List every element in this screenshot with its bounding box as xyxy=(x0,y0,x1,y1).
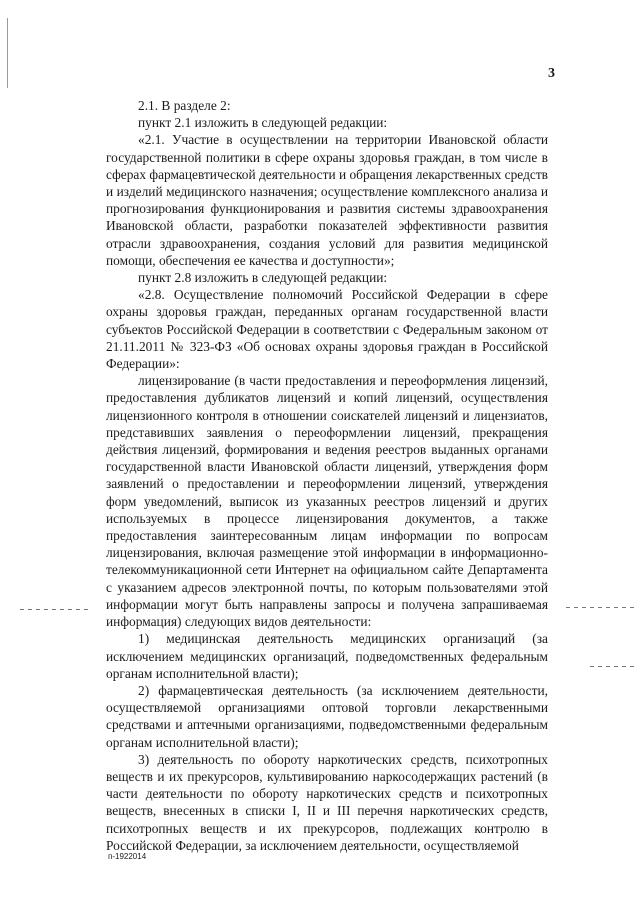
list-item: 1) медицинская деятельность медицинских организаций (за исключением медицинских организаций, подведомственных федеральным органам исполнительной власти); xyxy=(106,631,548,681)
scan-dash-right-2 xyxy=(590,666,636,667)
list-item: 3) деятельность по обороту наркотических средств, психотропных веществ и их прекурсоров, культивированию наркосодержащих растений (в части деятельности по обороту наркотических средств и психотропных веществ, внесенных в списки I, II и III перечня наркотических средств, психотропных веществ и их прекурсоров, подлежащих контролю в Российской Федерации, за исключением деятельности, осуществляемой xyxy=(106,751,548,853)
paragraph: «2.8. Осуществление полномочий Российской Федерации в сфере охраны здоровья граждан, переданных органам государственной власти субъектов Российской Федерации в соответствии с Федеральным законом от 21.11.2011 № 323-ФЗ «Об основах охраны здоровья граждан в Российской Федерации»: xyxy=(106,287,548,372)
list-item: 2) фармацевтическая деятельность (за исключением деятельности, осуществляемой организациями оптовой торговли лекарственными средствами и аптечными организациями, подведомственными федеральным органам исполнительной власти); xyxy=(106,682,548,750)
scan-dash-left xyxy=(20,609,90,610)
section-heading: 2.1. В разделе 2: xyxy=(138,98,231,113)
paragraph: «2.1. Участие в осуществлении на территории Ивановской области государственной политики в сфере охраны здоровья граждан, в том числе в сферах фармацевтической деятельности и обращения лекарственных средств и изделий медицинского назначения; осуществление комплексного анализа и прогнозирования функционирования и развития системы здравоохранения Ивановской области, разработки показателей эффективности развития отрасли здравоохранения, создания условий для развития медицинской помощи, обеспечения ее качества и доступности»; xyxy=(106,132,548,268)
scan-dash-right-1 xyxy=(566,607,636,608)
footer-code: п-1922014 xyxy=(108,852,147,861)
page-number: 3 xyxy=(548,66,555,81)
document-body xyxy=(106,97,548,854)
paragraph: пункт 2.1 изложить в следующей редакции: xyxy=(138,115,388,131)
paragraph: пункт 2.8 изложить в следующей редакции: xyxy=(138,270,388,286)
paragraph: лицензирование (в части предоставления и переоформления лицензий, предоставления дубликатов лицензий и копий лицензий, осуществления лицензионного контроля в отношении соискателей лицензий и лицензиатов, представивших заявления о переоформлении лицензий, прекращения действия лицензий, формирования и ведения реестров выданных органами государственной власти Ивановской области лицензий, утверждения форм заявлений о предоставлении и переоформлении лицензий, утверждения форм уведомлений, выписок из указанных реестров лицензий и других используемых в процессе лицензирования документов, а также предоставления заинтересованным лицам информации по вопросам лицензирования, включая размещение этой информации в информационно-телекоммуникационной сети Интернет на официальном сайте Департамента с указанием адресов электронной почты, по которым пользователями этой информации могут быть направлены запросы и получена запрашиваемая информация) следующих видов деятельности: xyxy=(106,373,548,630)
scan-edge-mark xyxy=(7,18,8,88)
